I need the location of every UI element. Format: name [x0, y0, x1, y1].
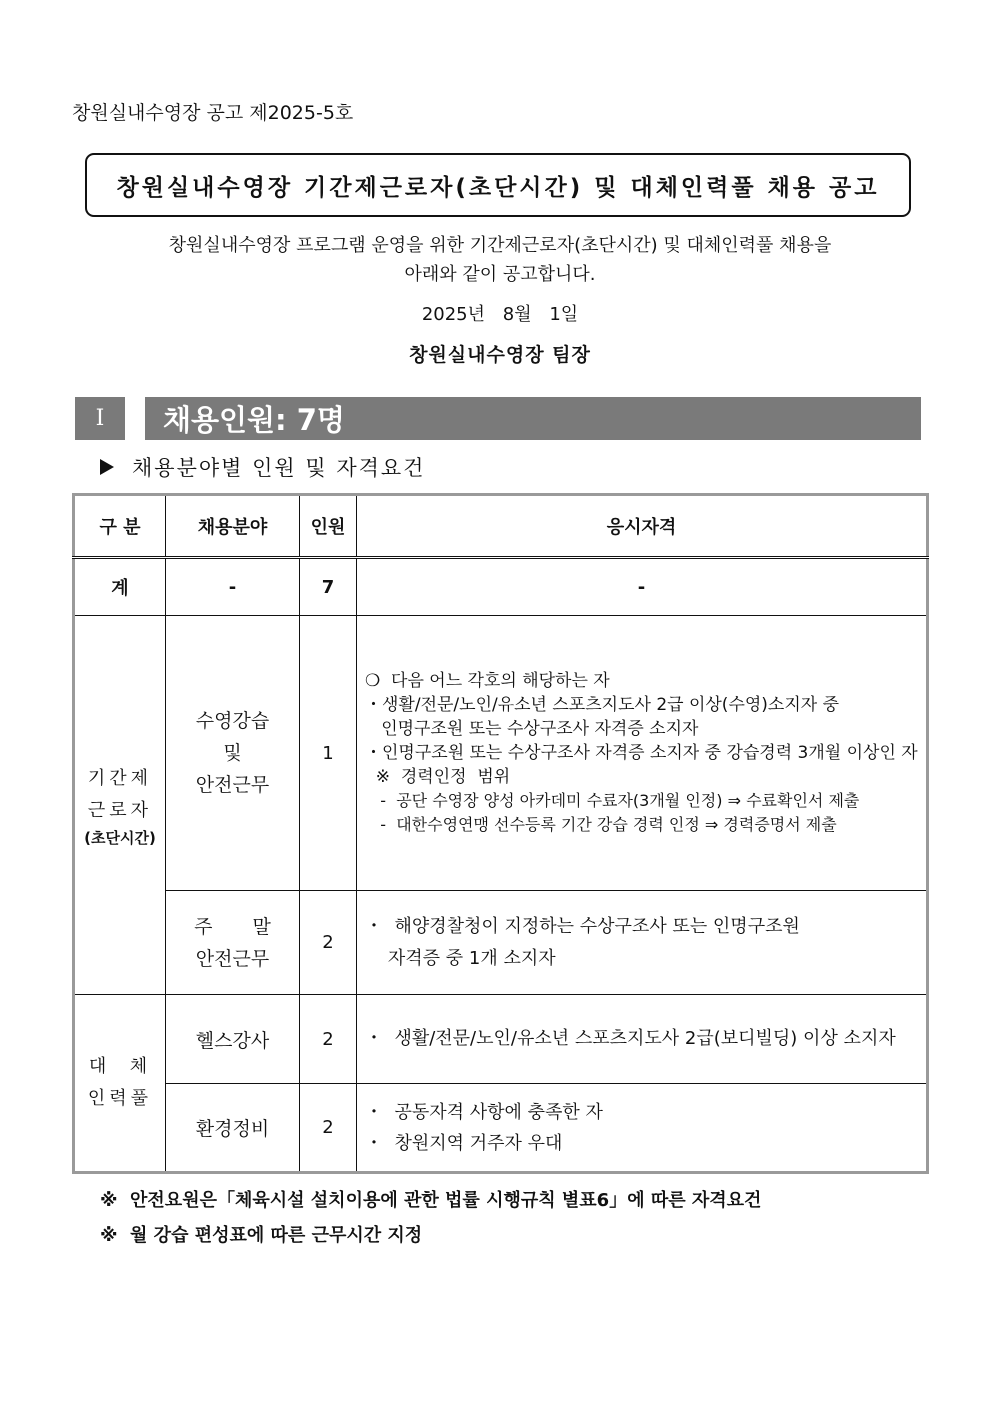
field-weekend-line1a: 주 — [194, 915, 213, 938]
total-field: - — [166, 558, 300, 616]
qual-line: ❍ 다음 어느 각호의 해당하는 자 — [365, 671, 610, 691]
field-swim-line1: 수영강습 — [195, 710, 270, 732]
notice-number: 창원실내수영장 공고 제2025-5호 — [72, 102, 354, 124]
group2-label-line2: 인력풀 — [87, 1088, 153, 1109]
subheading-text: 채용분야별 인원 및 자격요건 — [132, 456, 426, 480]
table-header-row — [74, 495, 928, 558]
qual-line: ・ 공동자격 사항에 충족한 자 — [365, 1101, 603, 1123]
footnote-safety: ※ 안전요원은「체육시설 설치이용에 관한 법률 시행규칙 별표6」에 따른 자격요건 — [100, 1190, 762, 1211]
qual-line: ・ 생활/전문/노인/유소년 스포츠지도사 2급(보디빌딩) 이상 소지자 — [365, 1028, 896, 1049]
header-category: 구 분 — [74, 495, 166, 558]
group1-label-line3: (초단시간) — [84, 828, 156, 847]
group2-label-line1: 대 체 — [88, 1056, 152, 1077]
total-label: 계 — [74, 558, 166, 616]
qual-line: ・생활/전문/노인/유소년 스포츠지도사 2급 이상(수영)소지자 중 — [365, 695, 840, 715]
count-swim-lesson: 1 — [300, 616, 357, 891]
document-title-text: 창원실내수영장 기간제근로자(초단시간) 및 대체인력풀 채용 공고 — [116, 174, 880, 201]
table-row — [74, 1084, 928, 1173]
field-fitness-instructor: 헬스강사 — [166, 995, 300, 1084]
qual-line: ・ 창원지역 거주자 우대 — [365, 1132, 563, 1154]
qual-fitness-instructor — [357, 995, 928, 1084]
field-weekend-line2: 안전근무 — [195, 947, 270, 970]
group1-label-line1: 기간제 — [87, 767, 153, 789]
header-field: 채용분야 — [166, 495, 300, 558]
qual-line: - 공단 수영장 양성 아카데미 수료자(3개월 인정) ⇒ 수료확인서 제출 — [365, 791, 860, 810]
field-weekend-line1b: 말 — [252, 915, 271, 938]
section-title — [145, 397, 921, 440]
group-label-fixed-term — [74, 616, 166, 995]
section-title-text: 채용인원: 7명 — [163, 403, 345, 437]
qual-swim-lesson — [357, 616, 928, 891]
table-row — [74, 995, 928, 1084]
date-year: 2025년 — [421, 304, 486, 325]
document-title — [85, 153, 911, 217]
table-row — [74, 891, 928, 995]
qual-line: ・인명구조원 또는 수상구조사 자격증 소지자 중 강습경력 3개월 이상인 자 — [365, 743, 918, 763]
qual-line: 자격증 중 1개 소지자 — [365, 947, 556, 969]
total-count: 7 — [300, 558, 357, 616]
group-label-substitute — [74, 995, 166, 1173]
recruitment-table — [72, 493, 929, 1174]
intro-paragraph — [100, 231, 900, 289]
triangle-bullet-icon — [100, 459, 114, 475]
count-weekend-safety: 2 — [300, 891, 357, 995]
intro-line-1: 창원실내수영장 프로그램 운영을 위한 기간제근로자(초단시간) 및 대체인력풀 채용을 — [168, 235, 832, 256]
signer: 창원실내수영장 팀장 — [409, 344, 591, 366]
notice-date — [100, 300, 900, 326]
qual-line: - 대한수영연맹 선수등록 기간 강습 경력 인정 ⇒ 경력증명서 제출 — [365, 815, 837, 834]
qual-line: 인명구조원 또는 수상구조사 자격증 소지자 — [365, 719, 699, 739]
qual-weekend-safety — [357, 891, 928, 995]
header-qualification: 응시자격 — [357, 495, 928, 558]
qual-line: ・ 해양경찰청이 지정하는 수상구조사 또는 인명구조원 — [365, 915, 800, 937]
header-count: 인원 — [300, 495, 357, 558]
intro-line-2: 아래와 같이 공고합니다. — [404, 264, 596, 285]
footnote-hours: ※ 월 강습 편성표에 따른 근무시간 지정 — [100, 1225, 423, 1246]
count-environment-cleanup: 2 — [300, 1084, 357, 1173]
table-row — [74, 616, 928, 891]
qual-environment-cleanup — [357, 1084, 928, 1173]
count-fitness-instructor: 2 — [300, 995, 357, 1084]
date-month: 8월 — [502, 304, 532, 325]
field-weekend-line1 — [166, 911, 299, 943]
field-environment-cleanup: 환경정비 — [166, 1084, 300, 1173]
table-total-row — [74, 558, 928, 616]
field-weekend-safety — [166, 891, 300, 995]
section-number: Ⅰ — [75, 397, 125, 440]
qual-line: ※ 경력인정 범위 — [365, 767, 511, 787]
subheading — [100, 452, 425, 482]
date-day: 1일 — [549, 304, 579, 325]
field-swim-line2: 및 — [223, 742, 242, 764]
group1-label-line2: 근로자 — [87, 799, 153, 821]
field-swim-lesson — [166, 616, 300, 891]
field-swim-line3: 안전근무 — [195, 774, 270, 796]
total-qualification: - — [357, 558, 928, 616]
